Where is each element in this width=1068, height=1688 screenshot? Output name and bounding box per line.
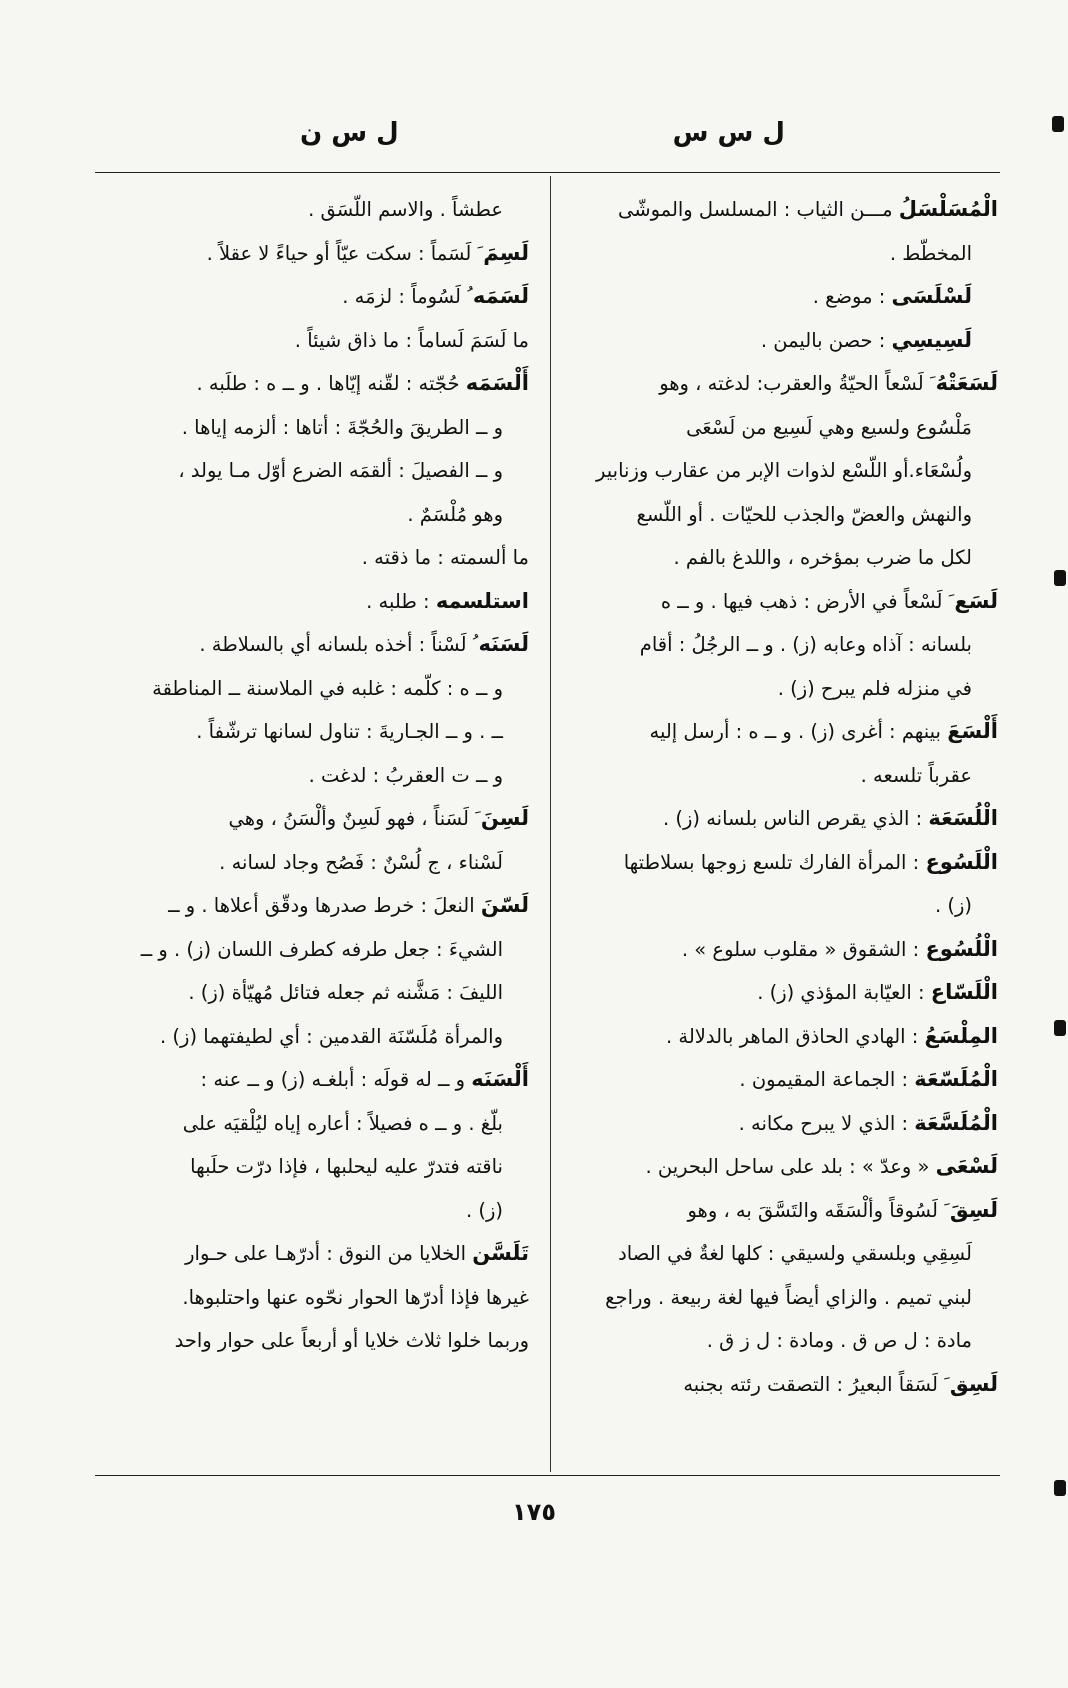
text-line [96, 580, 529, 624]
text-line [586, 406, 998, 450]
text-line [96, 928, 529, 972]
headword: الْمُلَسّعَة [914, 1067, 998, 1091]
headword: لَسّنَ [480, 893, 529, 917]
definition-text: : موضع . [812, 285, 892, 308]
page-number: ١٧٥ [512, 1498, 556, 1526]
headword: الْلُسُوع [925, 936, 998, 961]
text-line [586, 1145, 998, 1189]
definition-text: : العيّابة المؤذي (ز) . [757, 981, 931, 1004]
headword: لَسَمَه [472, 284, 529, 308]
definition-text: النعلَ : خرط صدرها ودقّق أعلاها . و ــ [168, 894, 481, 917]
definition-text: عطشاً . والاسم اللّسَق . [308, 198, 503, 221]
definition-text: : الهادي الحاذق الماهر بالدلالة . [665, 1024, 925, 1048]
text-line [586, 1102, 998, 1146]
right-column [586, 188, 998, 1406]
left-column [96, 188, 529, 1363]
text-line [96, 536, 529, 580]
text-line [586, 710, 998, 754]
headword: لَسْلَسَى [891, 284, 972, 308]
text-line [96, 406, 529, 450]
headword: لَسِنَ [480, 806, 529, 830]
definition-text: مـــن الثياب : المسلسل والموشّى [618, 198, 899, 221]
text-line [96, 667, 529, 711]
definition-text: و ــ الطريقَ والحُجّةَ : أتاها : ألزمه إياها . [181, 415, 503, 439]
headword: أَلْسَعَ [947, 719, 998, 743]
headword: لَسِيسِي [891, 327, 972, 352]
headword: لَسَعَتْهُ [935, 371, 998, 395]
definition-text: و ــ ه : كلّمه : غلبه في الملاسنة ــ المناطقة [152, 676, 503, 700]
text-line [586, 493, 998, 537]
text-line [96, 971, 529, 1015]
definition-text: والمرأة مُلَسّنَة القدمين : أي لطيفتهما (ز) . [160, 1024, 503, 1048]
text-line [96, 1058, 529, 1102]
definition-text: ما ألسمته : ما ذقته . [361, 546, 529, 569]
text-line [586, 1189, 998, 1233]
headword: أَلْسَمَه [465, 371, 529, 395]
definition-text: بينهم : أغرى (ز) . و ــ ه : أرسل إليه [649, 720, 948, 743]
definition-text: غيرها فإذا أدرّها الحوار نحّوه عنها واحتلبوها. [182, 1285, 529, 1309]
text-line [586, 536, 998, 580]
definition-text: الشيءَ : جعل طرفه كطرف اللسان (ز) . و ــ [140, 937, 503, 961]
definition-text: والنهش والعضّ والجذب للحيّات . أو اللّسع [636, 502, 972, 526]
definition-text: الليفَ : مَشَّنه ثم جعله فتائل مُهيّأة (ز) . [188, 981, 503, 1004]
definition-text: « وعدّ » : بلد على ساحل البحرين . [645, 1155, 936, 1178]
headword: لَسَع [954, 588, 998, 613]
text-line [586, 971, 998, 1015]
running-header [95, 118, 995, 158]
headword: الْمُلَسَّعَة [914, 1110, 998, 1135]
definition-text: : الذي يقرص الناس بلسانه (ز) . [663, 807, 929, 830]
text-line [586, 1015, 998, 1059]
definition-text: وهو مُلْسَمٌ . [407, 502, 503, 526]
definition-text: ما لَسَمَ لَساماً : ما ذاق شيئاً . [294, 328, 529, 352]
definition-text: (ز) . [465, 1198, 503, 1222]
headword: أَلْسَنَه [471, 1067, 529, 1091]
text-line [96, 188, 529, 232]
text-line [586, 841, 998, 885]
root-heading-left: ل س ن [300, 118, 399, 148]
text-line [586, 1319, 998, 1363]
definition-text: لكل ما ضرب بمؤخره ، واللدغ بالفم . [673, 546, 972, 569]
definition-text: : الشقوق « مقلوب سلوع » . [681, 937, 926, 961]
text-line [586, 188, 998, 232]
definition-text: َ لَسَقاً البعيرُ : التصقت رئته بجنبه [683, 1372, 950, 1396]
definition-text: وربما خلوا ثلاث خلايا أو أربعاً على حوار واحد [174, 1329, 529, 1352]
text-line [96, 275, 529, 319]
text-line [586, 1058, 998, 1102]
text-line [96, 1189, 529, 1233]
root-heading-right: ل س س [672, 118, 785, 148]
headword: لَسَنَه [478, 632, 529, 656]
text-line [586, 1232, 998, 1276]
scan-edge-mark [1052, 116, 1064, 132]
definition-text: َ لَسْعاً الحيّةُ والعقرب: لدغته ، وهو [659, 372, 936, 395]
headword: الْلُسَعَة [928, 806, 998, 830]
column-divider [550, 176, 551, 1472]
definition-text: بلسانه : آذاه وعابه (ز) . و ــ الرجُلُ : أقام [639, 633, 972, 656]
definition-text: بلّغ . و ــ ه فصيلاً : أعاره إياه ليُلْقيَه على [182, 1111, 503, 1135]
definition-text: : الذي لا يبرح مكانه . [738, 1111, 915, 1135]
headword: استلسمه [435, 588, 529, 613]
footer-rule [95, 1475, 1000, 1476]
text-line [586, 928, 998, 972]
header-rule [95, 172, 1000, 173]
headword: الْمُسَلْسَلُ [898, 197, 998, 221]
text-line [586, 623, 998, 667]
text-line [96, 1319, 529, 1363]
text-line [96, 362, 529, 406]
text-line [586, 580, 998, 624]
text-line [586, 667, 998, 711]
headword: المِلْسَعُ [924, 1023, 998, 1048]
text-line [96, 1276, 529, 1320]
definition-text: و ــ له قولَه : أبلغـه (ز) و ــ عنه : [200, 1068, 472, 1091]
definition-text: َ لَسْعاً في الأرض : ذهب فيها . و ــ ه [660, 589, 955, 613]
text-line [586, 232, 998, 276]
definition-text: حُجّته : لقّنه إيّاها . و ــ ه : طلَبه . [196, 372, 466, 395]
definition-text: و ــ الفصيلَ : ألقمَه الضرع أوّل مـا يولد ، [178, 459, 503, 482]
definition-text: ولُسْعَاء.أو اللّسْع لذوات الإبر من عقارب وزنابير [596, 459, 972, 482]
text-line [586, 319, 998, 363]
headword: لَسِق [949, 1371, 998, 1396]
headword: لَسْعَى [935, 1154, 998, 1178]
definition-text: المخطّط . [889, 241, 972, 265]
definition-text: (ز) . [934, 894, 972, 917]
text-line [96, 493, 529, 537]
scan-edge-mark [1054, 1480, 1066, 1496]
headword: الْلَسُوع [925, 849, 998, 874]
definition-text: لَسِقِي وبلسقي ولسيقي : كلها لغةٌ في الصاد [618, 1242, 972, 1265]
definition-text: ــ . و ــ الجـاريةَ : تناول لسانها ترشّفاً . [196, 720, 503, 743]
scan-edge-mark [1054, 570, 1066, 586]
definition-text: ُ لَسُوماً : لزمَه . [342, 285, 473, 308]
scan-edge-mark [1054, 1020, 1066, 1036]
headword: الْلَسّاع [930, 980, 998, 1004]
text-line [96, 754, 529, 798]
text-line [96, 841, 529, 885]
definition-text: َ لَسَناً ، فهو لَسِنٌ وألْسَنُ ، وهي [228, 807, 481, 830]
definition-text: : حصن باليمن . [760, 328, 892, 352]
text-line [586, 754, 998, 798]
definition-text: عقرباً تلسعه . [860, 763, 972, 787]
text-line [96, 1145, 529, 1189]
definition-text: ُ لَسْناً : أخذه بلسانه أي بالسلاطة . [199, 633, 479, 656]
headword: لَسِمَ [483, 240, 529, 265]
definition-text: ناقته فتدرّ عليه ليحلبها ، فإذا درّت حلَبها [190, 1155, 503, 1178]
text-line [586, 797, 998, 841]
definition-text: الخلايا من النوق : أدرّهـا على حـوار [185, 1242, 473, 1265]
text-line [586, 1276, 998, 1320]
headword: تَلَسَّن [472, 1241, 529, 1265]
text-line [586, 1363, 998, 1407]
definition-text: في منزله فلم يبرح (ز) . [777, 676, 972, 700]
definition-text: : طلبه . [366, 589, 436, 613]
text-line [96, 319, 529, 363]
definition-text: لَسْناء ، ج لُسْنٌ : فَصُح وجاد لسانه . [219, 850, 503, 874]
definition-text: مَلْسُوع ولسيع وهي لَسِيع من لَسْعَى [686, 415, 972, 439]
text-line [586, 884, 998, 928]
text-line [96, 1015, 529, 1059]
text-line [96, 797, 529, 841]
definition-text: َ لَسُوقاً وألْسَقَه والتَسَّقَ به ، وهو [687, 1198, 950, 1222]
definition-text: : الجماعة المقيمون . [739, 1068, 915, 1091]
text-line [96, 884, 529, 928]
text-line [96, 232, 529, 276]
text-line [96, 1102, 529, 1146]
headword: لَسِقَ [949, 1197, 998, 1222]
text-line [586, 449, 998, 493]
text-line [96, 710, 529, 754]
definition-text: َ لَسَماً : سكت عيّاً أو حياءً لا عقلاً . [206, 241, 484, 265]
text-line [586, 362, 998, 406]
definition-text: مادة : ل ص ق . ومادة : ل ز ق . [706, 1329, 972, 1352]
text-line [96, 1232, 529, 1276]
definition-text: لبني تميم . والزاي أيضاً فيها لغة ربيعة . وراجع [605, 1285, 972, 1309]
text-line [96, 449, 529, 493]
definition-text: و ــ ت العقربُ : لدغت . [308, 763, 503, 787]
text-line [96, 623, 529, 667]
definition-text: : المرأة الفارك تلسع زوجها بسلاطتها [623, 850, 926, 874]
text-line [586, 275, 998, 319]
